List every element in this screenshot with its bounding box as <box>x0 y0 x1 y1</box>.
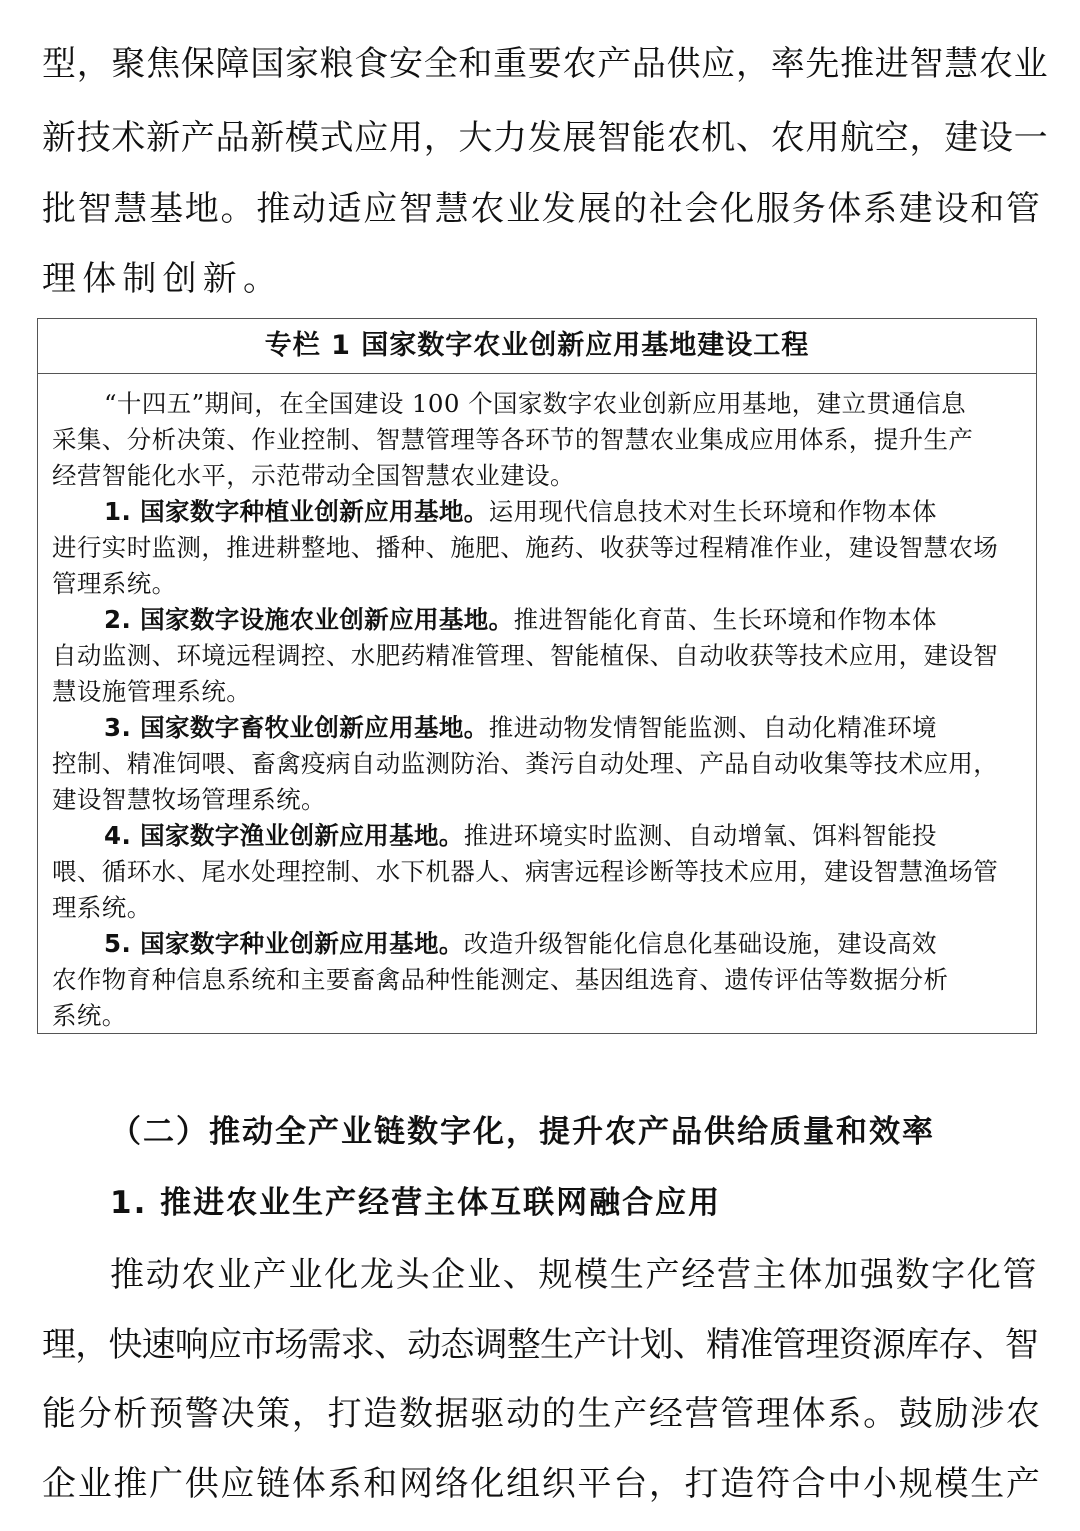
box-item-line: 系统。 <box>52 1001 127 1030</box>
box-item-3 <box>104 709 937 744</box>
box-item-2 <box>104 601 937 636</box>
box-item-line: 慧设施管理系统。 <box>52 677 252 706</box>
box-item-heading: 1. 国家数字种植业创新应用基地。 <box>104 497 489 526</box>
box-item-text: 推进环境实时监测、自动增氧、饵料智能投 <box>463 821 937 850</box>
box-item-line: 进行实时监测，推进耕整地、播种、施肥、施药、收获等过程精准作业，建设智慧农场 <box>52 533 999 562</box>
box-item-line: 理系统。 <box>52 893 152 922</box>
box-item-line: 农作物育种信息系统和主要畜禽品种性能测定、基因组选育、遗传评估等数据分析 <box>52 965 949 994</box>
box-item-4 <box>104 817 937 852</box>
paragraph-line: 理，快速响应市场需求、动态调整生产计划、精准管理资源库存、智 <box>42 1325 1038 1365</box>
box-item-line: 控制、精准饲喂、畜禽疫病自动监测防治、粪污自动处理、产品自动收集等技术应用， <box>52 749 999 778</box>
box-item-line: 自动监测、环境远程调控、水肥药精准管理、智能植保、自动收获等技术应用，建设智 <box>52 641 999 670</box>
paragraph-line: 企业推广供应链体系和网络化组织平台，打造符合中小规模生产 <box>42 1464 1042 1504</box>
paragraph-line: 新技术新产品新模式应用，大力发展智能农机、农用航空，建设一 <box>42 118 1049 158</box>
box-item-text: 运用现代信息技术对生长环境和作物本体 <box>488 497 937 526</box>
paragraph-line: 推动农业产业化龙头企业、规模生产经营主体加强数字化管 <box>110 1255 1039 1295</box>
sub-heading: 1. 推进农业生产经营主体互联网融合应用 <box>110 1185 722 1221</box>
box-item-line: 喂、循环水、尾水处理控制、水下机器人、病害远程诊断等技术应用，建设智慧渔场管 <box>52 857 999 886</box>
box-item-line: 建设智慧牧场管理系统。 <box>52 785 326 814</box>
paragraph-line: 理体制创新。 <box>42 259 284 299</box>
column-box <box>37 318 1037 1034</box>
box-item-heading: 5. 国家数字种业创新应用基地。 <box>104 929 464 958</box>
paragraph-line: 批智慧基地。推动适应智慧农业发展的社会化服务体系建设和管 <box>42 189 1042 229</box>
box-intro-line: 经营智能化水平，示范带动全国智慧农业建设。 <box>52 461 575 490</box>
box-item-heading: 2. 国家数字设施农业创新应用基地。 <box>104 605 514 634</box>
column-box-title: 专栏 1 国家数字农业创新应用基地建设工程 <box>38 319 1036 374</box>
box-item-heading: 3. 国家数字畜牧业创新应用基地。 <box>104 713 489 742</box>
box-intro-line: 采集、分析决策、作业控制、智慧管理等各环节的智慧农业集成应用体系，提升生产 <box>52 425 974 454</box>
box-item-text: 推进智能化育苗、生长环境和作物本体 <box>513 605 937 634</box>
box-item-1 <box>104 493 937 528</box>
box-item-text: 改造升级智能化信息化基础设施，建设高效 <box>463 929 937 958</box>
box-item-text: 推进动物发情智能监测、自动化精准环境 <box>488 713 937 742</box>
box-item-5 <box>104 925 937 960</box>
box-item-heading: 4. 国家数字渔业创新应用基地。 <box>104 821 464 850</box>
box-intro-line: “十四五”期间，在全国建设 100 个国家数字农业创新应用基地，建立贯通信息 <box>104 389 967 418</box>
paragraph-line: 型，聚焦保障国家粮食安全和重要农产品供应，率先推进智慧农业 <box>42 44 1049 84</box>
box-item-line: 管理系统。 <box>52 569 177 598</box>
section-heading: （二）推动全产业链数字化，提升农产品供给质量和效率 <box>110 1114 935 1150</box>
paragraph-line: 能分析预警决策，打造数据驱动的生产经营管理体系。鼓励涉农 <box>42 1394 1042 1434</box>
